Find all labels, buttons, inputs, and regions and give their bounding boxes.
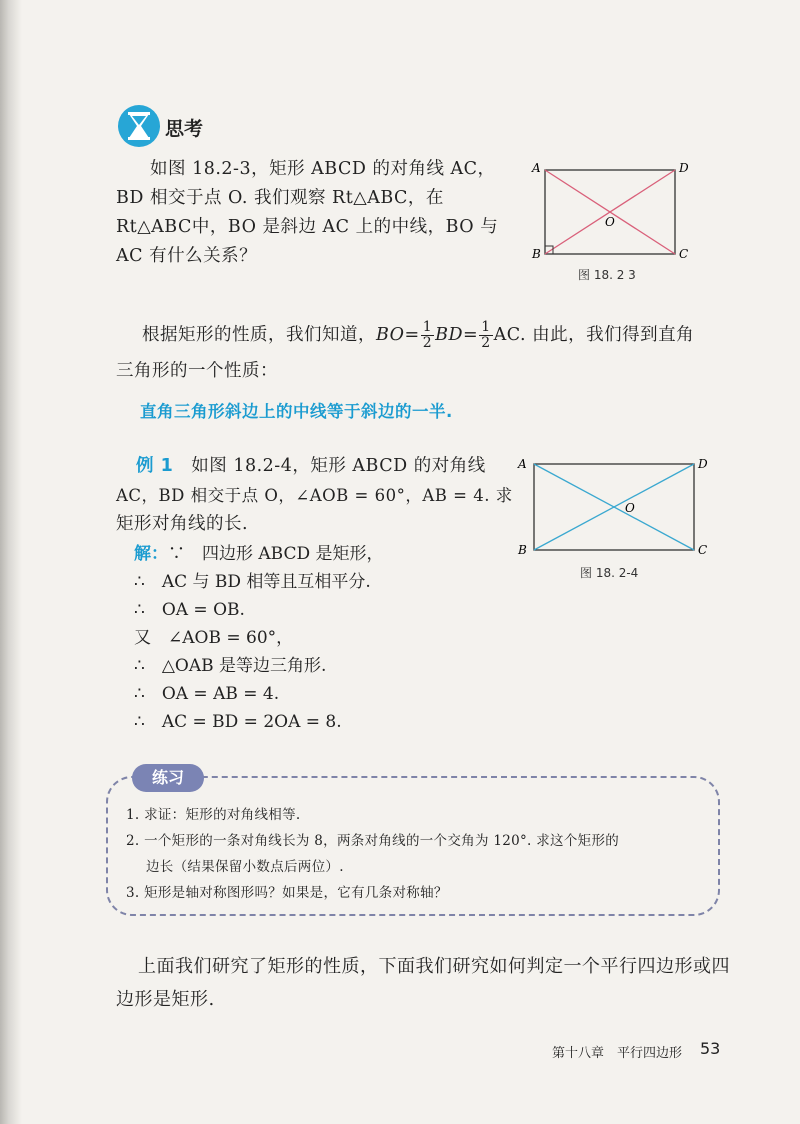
fraction-half-1: $\frac{1}{2}$	[422, 319, 433, 351]
label-o: O	[605, 215, 615, 229]
equals-1: =	[404, 325, 420, 345]
equals-2: =	[463, 325, 479, 345]
exercise-item-1: 1. 求证：矩形的对角线相等.	[126, 807, 301, 823]
label-d-2: D	[698, 457, 708, 471]
solution-line-2: ∴ AC 与 BD 相等且互相平分.	[134, 572, 371, 592]
solution-line-4: 又 ∠AOB = 60°，	[134, 628, 294, 648]
think-paragraph	[116, 155, 516, 271]
example-line-2: AC，BD 相交于点 O，∠AOB = 60°，AB = 4. 求	[116, 486, 513, 505]
label-c-2: C	[698, 543, 708, 557]
median-property-statement: 直角三角形斜边上的中线等于斜边的一半.	[140, 402, 453, 421]
label-b-2: B	[518, 543, 527, 557]
closing-line-1: 上面我们研究了矩形的性质，下面我们研究如何判定一个平行四边形或四	[138, 956, 730, 977]
example-label: 例 1	[136, 456, 174, 476]
label-d: D	[679, 161, 689, 175]
example-1	[116, 452, 516, 539]
think-title: 思考	[165, 118, 204, 140]
solution-label: 解：	[134, 544, 168, 564]
paragraph-line-1	[116, 320, 726, 351]
solution-line-1: 解：∵ 四边形 ABCD 是矩形，	[134, 544, 384, 564]
solution	[134, 540, 514, 736]
think-line-1: 如图 18.2-3，矩形 ABCD 的对角线 AC，	[150, 159, 496, 179]
think-line-3: Rt△ABC中，BO 是斜边 AC 上的中线，BO 与	[116, 217, 499, 237]
think-line-2: BD 相交于点 O. 我们观察 Rt△ABC，在	[116, 188, 444, 208]
exercise-item-2: 2. 一个矩形的一条对角线长为 8，两条对角线的一个交角为 120°. 求这个矩形的	[126, 833, 620, 849]
example-line-3: 矩形对角线的长.	[116, 514, 249, 534]
paragraph-bo-half-ac	[116, 320, 726, 386]
example-line-1: 例 1 如图 18.2-4，矩形 ABCD 的对角线	[136, 456, 486, 476]
paragraph-start: 根据矩形的性质，我们知道，	[142, 325, 376, 345]
label-a: A	[532, 161, 541, 175]
paragraph-end: AC. 由此，我们得到直角	[493, 325, 695, 345]
page-number: 53	[700, 1039, 721, 1058]
exercise-items	[126, 802, 706, 906]
footer-chapter: 第十八章 平行四边形	[552, 1046, 683, 1061]
page-binding-shadow	[0, 0, 22, 1124]
paragraph-line-2: 三角形的一个性质：	[116, 361, 278, 381]
think-line-4: AC 有什么关系？	[116, 246, 258, 266]
figure-18-2-3-caption: 图 18. 2 3	[578, 268, 636, 282]
figure-18-2-4	[512, 452, 712, 562]
figure-18-2-4-caption: 图 18. 2-4	[580, 566, 639, 580]
label-b: B	[532, 247, 541, 261]
label-a-2: A	[518, 457, 527, 471]
solution-line-5: ∴ △OAB 是等边三角形.	[134, 656, 327, 676]
bd-symbol: BD	[435, 325, 464, 345]
bo-symbol: BO	[376, 325, 405, 345]
closing-paragraph	[116, 950, 730, 1016]
exercise-item-2-cont: 边长（结果保留小数点后两位）.	[146, 859, 344, 875]
solution-line-6: ∴ OA = AB = 4.	[134, 684, 280, 704]
exercise-item-3: 3. 矩形是轴对称图形吗？如果是，它有几条对称轴？	[126, 885, 448, 901]
solution-line-7: ∴ AC = BD = 2OA = 8.	[134, 712, 342, 732]
closing-line-2: 边形是矩形.	[116, 989, 215, 1010]
label-c: C	[679, 247, 689, 261]
solution-line-3: ∴ OA = OB.	[134, 600, 245, 620]
exercise-title: 练习	[132, 764, 204, 792]
think-icon	[117, 104, 161, 148]
fraction-half-2: $\frac{1}{2}$	[481, 319, 491, 351]
label-o-2: O	[625, 501, 635, 515]
